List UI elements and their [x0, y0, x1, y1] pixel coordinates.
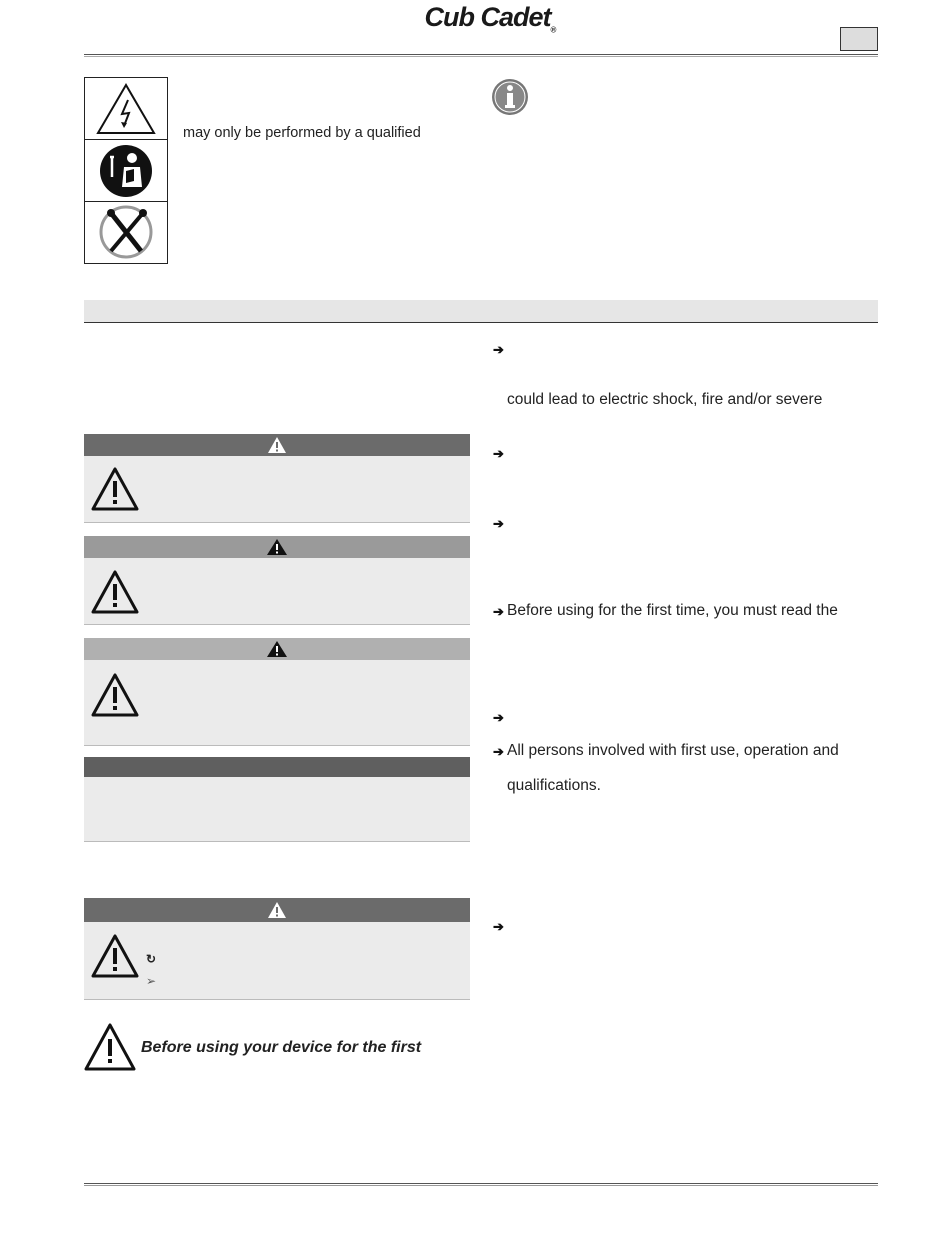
note-box — [84, 757, 470, 842]
read-manual-cell — [85, 140, 167, 202]
step-bullet-icon: ↻ — [146, 952, 157, 966]
brand-logo — [400, 2, 580, 36]
header-rule — [84, 54, 878, 57]
safety-icon-column — [84, 77, 168, 264]
warning-body — [84, 456, 470, 523]
warning-box-warning — [84, 536, 470, 625]
electric-hazard-cell — [85, 78, 167, 140]
logo-trademark: ® — [550, 25, 556, 35]
arrow-bullet-icon: ➔ — [493, 446, 504, 461]
warning-body — [84, 558, 470, 625]
no-tools-cell — [85, 201, 167, 262]
read-manual-icon — [98, 143, 154, 199]
warning-header — [84, 898, 470, 922]
qualified-person-text: may only be performed by a qualified — [183, 125, 421, 141]
logo-text: Cub Cadet — [424, 2, 551, 32]
no-tools-icon — [97, 203, 155, 261]
first-use-warning-text: Before using your device for the first — [141, 1039, 422, 1056]
warning-header — [84, 434, 470, 456]
footer-rule — [84, 1183, 878, 1186]
persons-involved-text: All persons involved with first use, operation and — [507, 742, 839, 759]
read-manual-text: Before using for the first time, you must read the — [507, 602, 838, 619]
arrow-bullet-icon: ➔ — [493, 710, 504, 725]
arrow-bullet-icon: ➔ — [493, 744, 504, 759]
warning-box-danger — [84, 434, 470, 523]
arrow-bullet-icon: ➔ — [493, 516, 504, 531]
warning-box-caution — [84, 638, 470, 746]
small-warning-icon — [267, 436, 287, 454]
arrow-bullet-icon: ➔ — [493, 342, 504, 357]
warning-body — [84, 660, 470, 746]
warning-header — [84, 536, 470, 558]
exclamation-triangle-icon — [84, 1023, 136, 1071]
electric-hazard-icon — [95, 82, 157, 136]
info-icon — [491, 78, 529, 116]
small-warning-icon — [266, 640, 288, 658]
page-number-box — [840, 27, 878, 51]
section-heading-bar — [84, 300, 878, 323]
exclamation-triangle-icon — [91, 673, 139, 717]
small-warning-icon — [267, 901, 287, 919]
note-body — [84, 777, 470, 842]
arrow-bullet-icon: ➔ — [493, 604, 504, 619]
exclamation-triangle-icon — [91, 467, 139, 511]
arrow-bullet-icon: ➔ — [493, 919, 504, 934]
warning-box-danger-2 — [84, 898, 470, 1000]
small-warning-icon — [266, 538, 288, 556]
exclamation-triangle-icon — [91, 934, 139, 978]
exclamation-triangle-icon — [91, 570, 139, 614]
qualifications-text: qualifications. — [507, 777, 601, 794]
warning-body — [84, 922, 470, 1000]
note-header — [84, 757, 470, 777]
list-bullet-icon: ➢ — [146, 974, 157, 988]
warning-header — [84, 638, 470, 660]
electric-shock-text: could lead to electric shock, fire and/or severe — [507, 391, 823, 408]
